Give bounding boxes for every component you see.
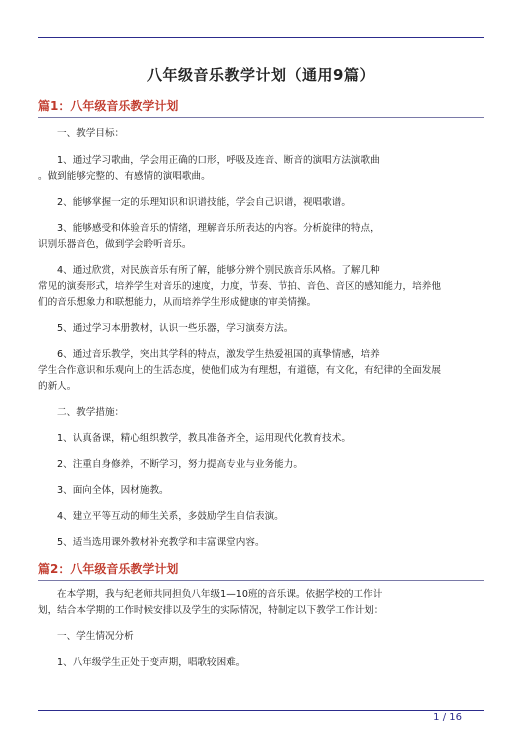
paragraph-line: 4、建立平等互动的师生关系，多鼓励学生自信表演。 [57,511,284,522]
paragraph-line: 6、通过音乐教学，突出其学科的特点，激发学生热爱祖国的真挚情感，培养 [57,349,380,360]
section-heading: 篇2：八年级音乐教学计划 [38,562,179,576]
paragraph-line: 一、学生情况分析 [57,631,134,642]
paragraph-line: 的新人。 [38,381,77,392]
paragraph-line: 二、教学措施： [57,407,125,418]
paragraph-line: 。做到能够完整的、有感情的演唱歌曲。 [38,171,211,182]
paragraph-line: 学生合作意识和乐观向上的生活态度，使他们成为有理想，有道德，有文化，有纪律的全面发展 [38,365,441,376]
page-number: 1 / 16 [433,712,462,723]
paragraph-line: 5、适当选用课外教材补充教学和丰富课堂内容。 [57,537,265,548]
paragraph-line: 在本学期，我与纪老师共同担负八年级1—10班的音乐课。依据学校的工作计 [57,589,383,600]
paragraph-line: 们的音乐想象力和联想能力，从而培养学生形成健康的审美情操。 [38,297,317,308]
document-title: 八年级音乐教学计划（通用9篇） [147,66,375,84]
footer-rule [38,710,484,711]
paragraph-line: 5、通过学习本册教材，认识一些乐器，学习演奏方法。 [57,323,294,334]
section-divider [38,117,484,118]
paragraph-line: 3、面向全体，因材施教。 [57,485,169,496]
paragraph-line: 识别乐器音色，做到学会聆听音乐。 [38,239,192,250]
header-rule [38,37,484,38]
paragraph-line: 2、注重自身修养，不断学习，努力提高专业与业务能力。 [57,459,303,470]
paragraph-line: 3、能够感受和体验音乐的情绪，理解音乐所表达的内容。分析旋律的特点， [57,223,380,234]
paragraph-line: 常见的演奏形式，培养学生对音乐的速度，力度，节奏、节拍、音色、音区的感知能力，培养他 [38,281,441,292]
paragraph-line: 1、八年级学生正处于变声期，唱歌较困难。 [57,657,246,668]
paragraph-line: 1、认真备课，精心组织教学，教具准备齐全，运用现代化教育技术。 [57,433,351,444]
paragraph-line: 一、教学目标： [57,128,125,139]
paragraph-line: 划，结合本学期的工作时候安排以及学生的实际情况，特制定以下教学工作计划： [38,605,384,616]
paragraph-line: 1、通过学习歌曲，学会用正确的口形，呼吸及连音、断音的演唱方法演歌曲 [57,155,380,166]
paragraph-line: 2、能够掌握一定的乐理知识和识谱技能，学会自己识谱，视唱歌谱。 [57,197,351,208]
section-divider [38,580,484,581]
section-heading: 篇1：八年级音乐教学计划 [38,99,179,113]
paragraph-line: 4、通过欣赏，对民族音乐有所了解，能够分辨个别民族音乐风格。了解几种 [57,265,380,276]
